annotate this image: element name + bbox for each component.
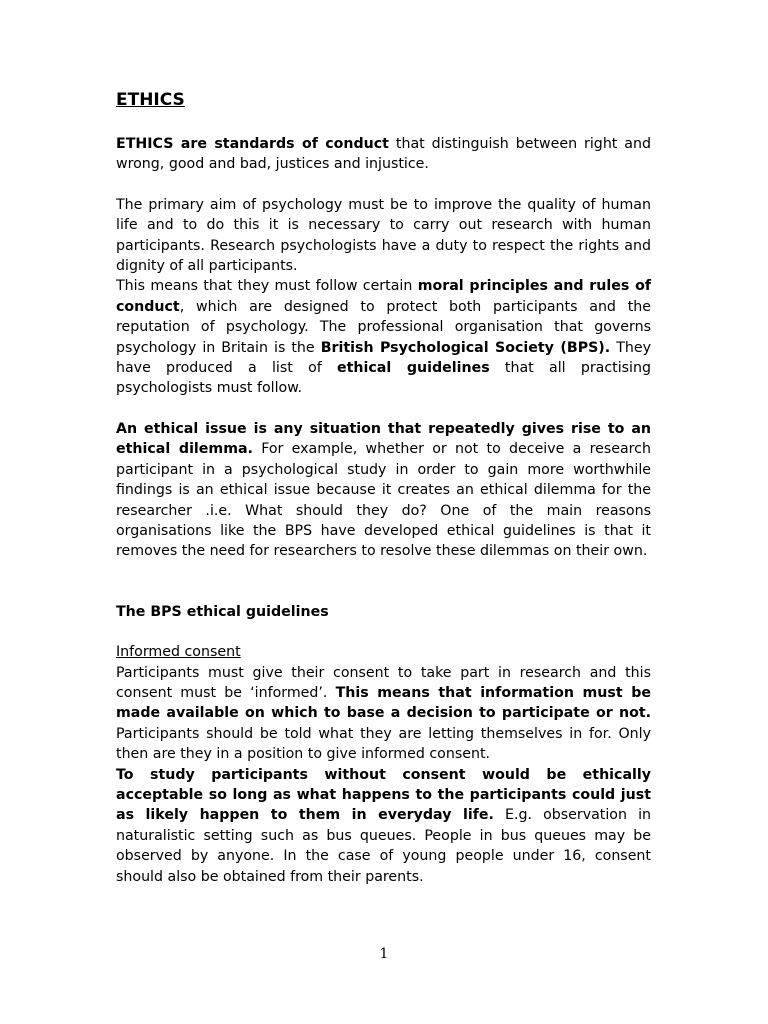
bold-text: An ethical issue is any situation that repeatedly gives rise to an ethical dilemma. bbox=[116, 420, 651, 458]
bold-text: moral principles and rules of conduct bbox=[116, 278, 651, 315]
body-text: The primary aim of psychology must be to improve the quality of human life and to do this it is necessary to carry out research with human participants. Research psychologists have a duty to respect the rights and dignity of all participants. bbox=[116, 196, 651, 275]
bold-text: ethical guidelines bbox=[337, 360, 490, 377]
body-text: that distinguish between right and wrong, good and bad, justices and injustice. bbox=[116, 136, 652, 173]
section-heading: The BPS ethical guidelines bbox=[116, 603, 329, 620]
body-text: that all practising psychologists must follow. bbox=[116, 360, 651, 397]
bold-text: ETHICS are standards of conduct bbox=[116, 136, 389, 152]
body-text: E.g. observation in naturalistic setting such as bus queues. People in bus queues may be observed by anyone. In the case of young people under 16, consent should also be obtained from their parents. bbox=[116, 807, 652, 885]
moral-principles-paragraph bbox=[116, 276, 651, 398]
body-text: For example, whether or not to deceive a research participant in a psychological study in order to gain more worthwhile findings is an ethical issue because it creates an ethical dilemma for the researcher .i.e. What should they do? One of the main reasons organisations like the BPS have developed ethical guidelines is that it removes the need for researchers to resolve these dilemmas on their own. bbox=[116, 441, 651, 560]
informed-consent-paragraph bbox=[116, 663, 651, 765]
bold-text: This means that information must be made available on which to base a decision to participate or not. bbox=[116, 684, 651, 722]
bold-text: British Psychological Society (BPS). bbox=[320, 339, 611, 356]
bold-text: To study participants without consent would be ethically acceptable so long as what happens to the participants could just as likely happen to them in everyday life. bbox=[116, 766, 651, 824]
page-number: 1 bbox=[379, 946, 389, 962]
page-title: ETHICS bbox=[116, 90, 185, 110]
body-text: Participants should be told what they are letting themselves in for. Only then are they in a position to give informed consent. bbox=[116, 725, 651, 763]
body-text: This means that they must follow certain bbox=[116, 278, 418, 295]
body-text: , which are designed to protect both participants and the reputation of psychology. The professional organisation that governs psychology in Britain is the bbox=[116, 298, 651, 356]
document-body bbox=[116, 88, 651, 887]
body-text: They have produced a list of bbox=[116, 339, 651, 377]
primary-aim-paragraph bbox=[116, 195, 651, 277]
subheading-informed-consent: Informed consent bbox=[116, 644, 241, 661]
ethics-definition-paragraph bbox=[116, 134, 651, 175]
body-text: Participants must give their consent to take part in research and this consent must be ‘informed’. bbox=[116, 664, 651, 701]
ethical-issue-paragraph bbox=[116, 419, 651, 562]
without-consent-paragraph bbox=[116, 765, 651, 887]
